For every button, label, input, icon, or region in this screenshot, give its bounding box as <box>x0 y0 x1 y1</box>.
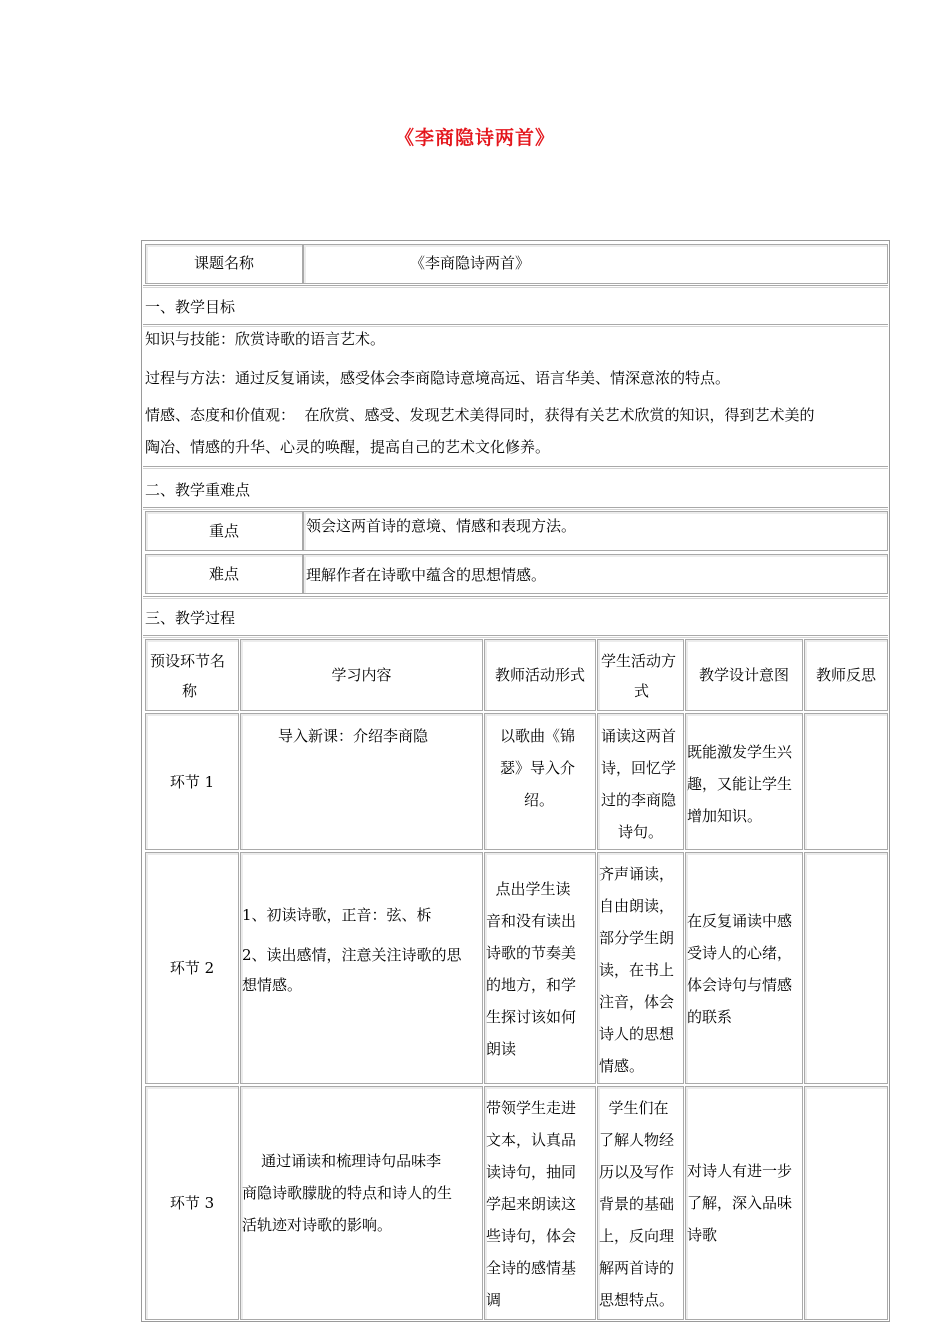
design-line: 了解，深入品味 <box>687 1194 793 1212</box>
teacher-cell <box>484 852 596 1084</box>
header-student <box>597 639 684 711</box>
header-teacher <box>484 639 596 711</box>
header-reflection <box>804 639 888 711</box>
content-cell <box>240 1086 483 1320</box>
reflection-cell <box>804 852 888 1084</box>
student-line: 学生们在 <box>599 1099 669 1117</box>
student-line: 齐声诵读， <box>599 865 675 883</box>
design-line: 对诗人有进一步 <box>687 1162 793 1180</box>
teacher-line: 带领学生走进 <box>486 1099 577 1117</box>
key-value-cell <box>303 511 888 551</box>
student-line: 上，反向理 <box>599 1227 675 1245</box>
student-cell <box>597 852 684 1084</box>
stage-name: 环节 2 <box>169 959 215 977</box>
student-line: 背景的基础 <box>599 1195 675 1213</box>
teacher-line: 诗歌的节奏美 <box>486 944 577 962</box>
document-title: 《李商隐诗两首》 <box>394 127 555 149</box>
content-line: 导入新课：介绍李商隐 <box>278 727 429 745</box>
teacher-line: 以歌曲《锦 <box>500 727 576 745</box>
design-line: 增加知识。 <box>687 807 763 825</box>
table-row <box>145 1086 239 1320</box>
table-row <box>145 713 239 850</box>
content-line: 想情感。 <box>242 976 303 994</box>
stage-name: 环节 1 <box>169 772 215 791</box>
content-cell <box>240 852 483 1084</box>
design-line: 趣，又能让学生 <box>687 775 793 793</box>
student-line: 了解人物经 <box>599 1131 675 1149</box>
teacher-cell <box>484 713 596 850</box>
header-stage-line: 预设环节名 <box>150 652 226 670</box>
difficult-label-cell <box>145 554 303 594</box>
course-value: 《李商隐诗两首》 <box>410 254 531 272</box>
key-label-cell <box>145 511 303 551</box>
design-line: 体会诗句与情感 <box>687 976 793 994</box>
header-student-line: 学生活动方 <box>601 652 677 670</box>
student-line: 部分学生朗 <box>599 929 675 947</box>
difficult-value: 理解作者在诗歌中蕴含的思想情感。 <box>306 566 547 584</box>
reflection-cell <box>804 1086 888 1320</box>
header-design <box>685 639 803 711</box>
objectives-heading: 一、教学目标 <box>145 298 236 316</box>
student-line: 诗句。 <box>618 823 664 841</box>
student-line: 自由朗读， <box>599 897 675 915</box>
key-label: 重点 <box>208 522 239 540</box>
student-cell <box>597 713 684 850</box>
objective-emotion-line2: 陶冶、情感的升华、心灵的唤醒，提高自己的艺术文化修养。 <box>145 438 551 456</box>
reflection-cell <box>804 713 888 850</box>
design-line: 在反复诵读中感 <box>687 912 793 930</box>
design-cell <box>685 713 803 850</box>
header-student-line: 式 <box>634 682 650 700</box>
student-line: 诗，回忆学 <box>601 759 677 777</box>
keypoints-heading: 二、教学重难点 <box>145 481 251 499</box>
header-content <box>240 639 483 711</box>
content-line: 活轨迹对诗歌的影响。 <box>242 1216 393 1234</box>
teacher-line: 学起来朗读这 <box>486 1195 577 1213</box>
teacher-line: 瑟》导入介 <box>500 759 576 777</box>
objective-knowledge: 知识与技能：欣赏诗歌的语言艺术。 <box>145 330 386 348</box>
teacher-line: 音和没有读出 <box>486 912 577 930</box>
content-cell <box>240 713 483 850</box>
student-line: 思想特点。 <box>599 1291 675 1309</box>
key-value: 领会这两首诗的意境、情感和表现方法。 <box>306 517 577 535</box>
student-line: 解两首诗的 <box>599 1259 675 1277</box>
table-row <box>145 852 239 1084</box>
course-label-cell <box>145 244 303 284</box>
course-label: 课题名称 <box>193 254 254 272</box>
divider <box>143 285 888 288</box>
teacher-line: 调 <box>486 1291 502 1309</box>
header-teacher-label: 教师活动形式 <box>494 666 585 684</box>
student-cell <box>597 1086 684 1320</box>
process-heading: 三、教学过程 <box>145 609 236 627</box>
objective-process: 过程与方法：通过反复诵读，感受体会李商隐诗意境高远、语言华美、情深意浓的特点。 <box>145 369 731 387</box>
header-design-label: 教学设计意图 <box>698 666 789 684</box>
design-line: 的联系 <box>687 1008 733 1026</box>
student-line: 读，在书上 <box>599 961 675 979</box>
student-line: 过的李商隐 <box>601 791 677 809</box>
student-line: 情感。 <box>599 1057 645 1075</box>
content-line: 商隐诗歌朦胧的特点和诗人的生 <box>242 1184 453 1202</box>
header-reflection-label: 教师反思 <box>815 666 876 684</box>
teacher-line: 朗读 <box>486 1040 517 1058</box>
design-line: 既能激发学生兴 <box>687 743 793 761</box>
design-cell <box>685 852 803 1084</box>
design-line: 受诗人的心绪， <box>687 944 793 962</box>
header-content-label: 学习内容 <box>331 666 392 684</box>
student-line: 诵读这两首 <box>601 727 677 745</box>
teacher-line: 的地方，和学 <box>486 976 577 994</box>
content-line: 1、初读诗歌，正音：弦、柝 <box>242 906 432 924</box>
teacher-line: 读诗句，抽同 <box>486 1163 577 1181</box>
teacher-line: 点出学生读 <box>486 880 571 898</box>
difficult-value-cell <box>303 554 888 594</box>
divider <box>143 596 888 599</box>
student-line: 历以及写作 <box>599 1163 675 1181</box>
design-cell <box>685 1086 803 1320</box>
divider <box>143 635 888 638</box>
header-stage-line: 称 <box>182 682 198 700</box>
objective-emotion-line1: 情感、态度和价值观： 在欣赏、感受、发现艺术美得同时，获得有关艺术欣赏的知识，得到艺术美的 <box>145 406 815 424</box>
difficult-label: 难点 <box>208 565 239 583</box>
student-line: 注音，体会 <box>599 993 675 1011</box>
header-stage <box>145 639 239 711</box>
divider <box>143 507 888 510</box>
teacher-line: 些诗句，体会 <box>486 1227 577 1245</box>
teacher-line: 全诗的感情基 <box>486 1259 577 1277</box>
teacher-line: 文本，认真品 <box>486 1131 577 1149</box>
student-line: 诗人的思想 <box>599 1025 675 1043</box>
stage-name: 环节 3 <box>169 1194 215 1212</box>
divider <box>143 324 888 327</box>
divider <box>143 466 888 469</box>
design-line: 诗歌 <box>687 1226 718 1244</box>
course-value-cell <box>303 244 888 284</box>
teacher-cell <box>484 1086 596 1320</box>
teacher-line: 绍。 <box>524 791 555 809</box>
content-line: 通过诵读和梳理诗句品味李 <box>242 1152 442 1170</box>
content-line: 2、读出感情，注意关注诗歌的思 <box>242 946 462 964</box>
teacher-line: 生探讨该如何 <box>486 1008 577 1026</box>
